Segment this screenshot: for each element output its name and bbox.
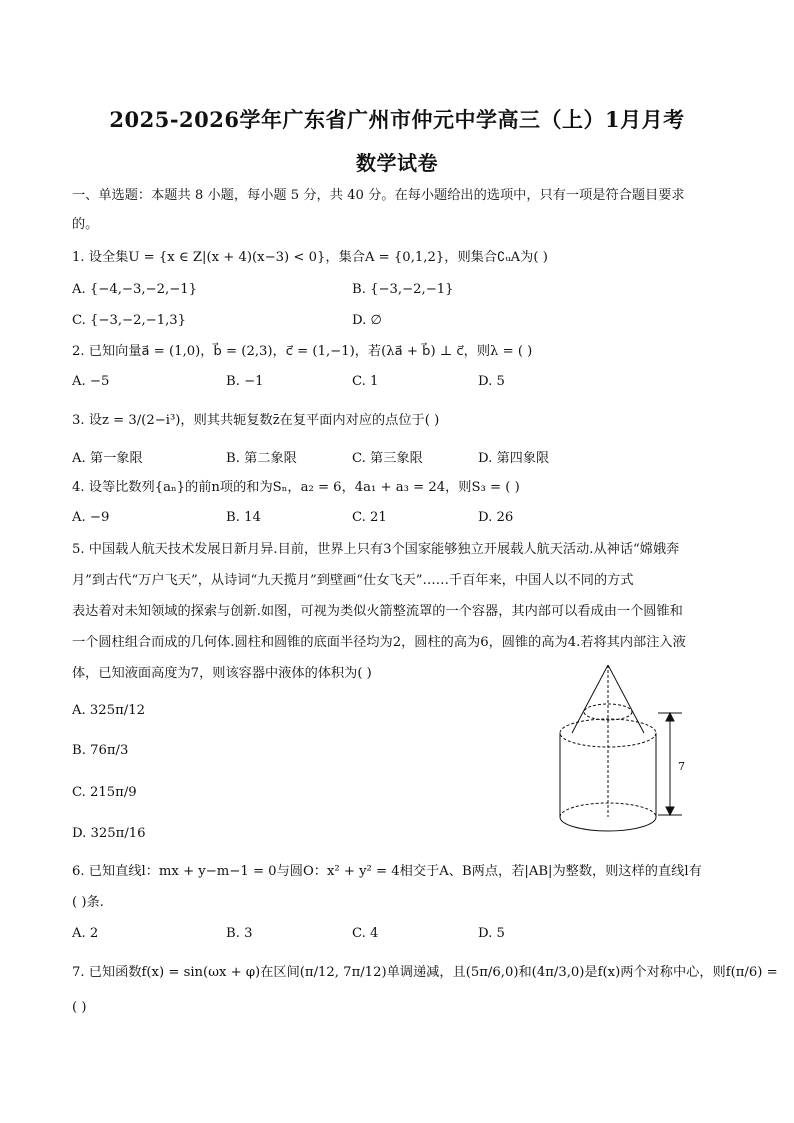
height-label: 7	[678, 760, 685, 773]
question-3-option-c: C. 第三象限	[352, 451, 423, 466]
question-1-stem: 1. 设全集U = {x ∈ Z|(x + 4)(x−3) < 0}，集合A = {0,1,2}，则集合∁ᵤA为( )	[72, 250, 548, 265]
question-2-option-b: B. −1	[226, 374, 264, 389]
question-4-option-d: D. 26	[478, 510, 514, 525]
exam-subtitle: 数学试卷	[356, 151, 438, 175]
question-5-option-a: A. 325π/12	[72, 703, 145, 718]
question-5-option-d: D. 325π/16	[72, 826, 146, 841]
question-6-option-c: C. 4	[352, 926, 379, 941]
question-4-option-a: A. −9	[72, 510, 110, 525]
question-5-stem-line-4: 一个圆柱组合而成的几何体.圆柱和圆锥的底面半径均为2，圆柱的高为6，圆锥的高为4.若将其内部注入液	[72, 635, 686, 650]
question-6-stem-line-2: ( )条.	[72, 895, 104, 910]
question-4-stem: 4. 设等比数列{aₙ}的前n项的和为Sₙ，a₂ = 6，4a₁ + a₃ = 24，则S₃ = ( )	[72, 480, 520, 495]
cone-right-edge	[608, 665, 644, 733]
dimension-arrow-top	[666, 713, 674, 721]
question-2-option-c: C. 1	[352, 374, 379, 389]
question-1-option-d: D. ∅	[352, 313, 382, 328]
cone-left-edge	[572, 665, 608, 733]
question-6-option-d: D. 5	[478, 926, 505, 941]
question-4-option-b: B. 14	[226, 510, 261, 525]
question-3-stem: 3. 设z = 3/(2−i³)，则其共轭复数z̄在复平面内对应的点位于( )	[72, 413, 440, 428]
question-3-option-d: D. 第四象限	[478, 451, 550, 466]
question-3-option-b: B. 第二象限	[226, 451, 297, 466]
question-6-stem-line-1: 6. 已知直线l：mx + y−m−1 = 0与圆O：x² + y² = 4相交于A、B两点，若|AB|为整数，则这样的直线l有	[72, 864, 702, 879]
cylinder-bottom-front	[560, 817, 656, 831]
question-5-stem-line-1: 5. 中国载人航天技术发展日新月异.目前，世界上只有3个国家能够独立开展载人航天活动.从神话“嫦娥奔	[72, 542, 680, 557]
question-7-stem-line-2: ( )	[72, 1000, 87, 1015]
question-5-option-c: C. 215π/9	[72, 785, 137, 800]
question-5-stem-line-2: 月”到古代“万户飞天”，从诗词“九天揽月”到壁画“仕女飞天”……千百年来，中国人以不同的方式	[72, 573, 634, 588]
question-1-option-b: B. {−3,−2,−1}	[352, 282, 454, 297]
section-instructions-cont: 的。	[72, 217, 99, 232]
question-5-stem-line-3: 表达着对未知领域的探索与创新.如图，可视为类似火箭整流罩的一个容器，其内部可以看成由一个圆锥和	[72, 604, 683, 619]
question-2-option-d: D. 5	[478, 374, 505, 389]
question-5-option-b: B. 76π/3	[72, 743, 129, 758]
exam-title: 2025-2026学年广东省广州市仲元中学高三（上）1月月考	[109, 107, 685, 132]
question-4-option-c: C. 21	[352, 510, 387, 525]
section-instructions: 一、单选题：本题共 8 小题，每小题 5 分，共 40 分。在每小题给出的选项中，只有一项是符合题目要求	[72, 188, 685, 203]
container-cone-cylinder-figure	[548, 665, 698, 845]
question-1-option-a: A. {−4,−3,−2,−1}	[72, 282, 198, 297]
question-2-option-a: A. −5	[72, 374, 110, 389]
question-7-stem-line-1: 7. 已知函数f(x) = sin(ωx + φ)在区间(π/12, 7π/12)单调递减，且(5π/6,0)和(4π/3,0)是f(x)两个对称中心，则f(π/6) =	[72, 965, 778, 980]
question-2-stem: 2. 已知向量a⃗ = (1,0)，b⃗ = (2,3)，c⃗ = (1,−1)，若(λa⃗ + b⃗) ⊥ c⃗，则λ = ( )	[72, 344, 533, 359]
question-1-option-c: C. {−3,−2,−1,3}	[72, 313, 187, 328]
question-3-option-a: A. 第一象限	[72, 451, 143, 466]
dimension-arrow-bottom	[666, 807, 674, 815]
question-6-option-b: B. 3	[226, 926, 253, 941]
question-5-stem-line-5: 体，已知液面高度为7，则该容器中液体的体积为( )	[72, 666, 372, 681]
question-6-option-a: A. 2	[72, 926, 99, 941]
